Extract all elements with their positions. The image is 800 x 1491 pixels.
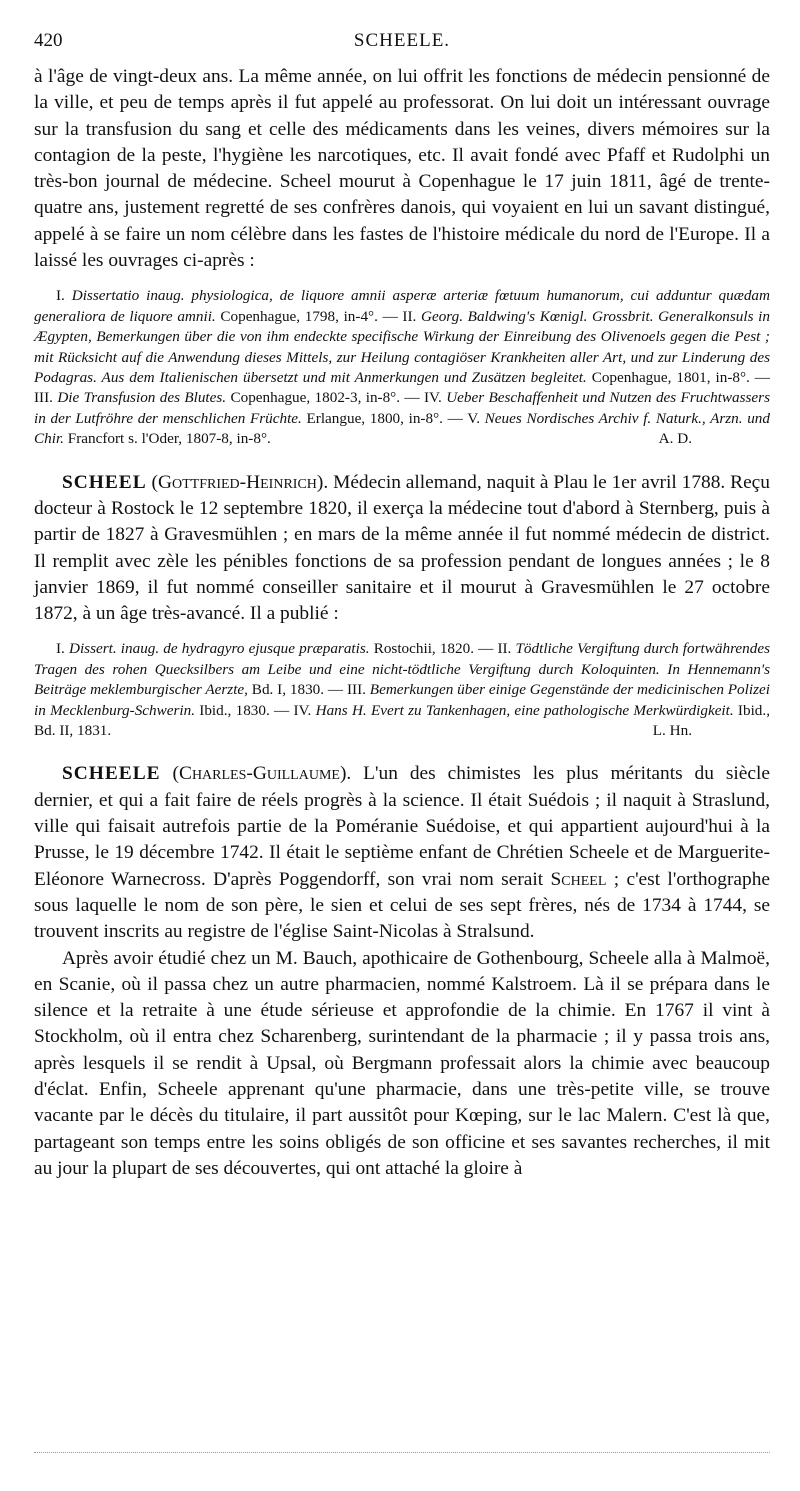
italic-title: Ueber Beschaffenheit und Nutzen des Fruchtwassers in der Lutfröhre der menschlichen Früchte. [34, 389, 770, 427]
italic-title: Tödtliche Vergiftung durch fortwährendes Tragen des rohen Quecksilbers am Leibe und eine nicht-tödtliche Vergiftung durch Koloquinten. In Hennemann's Beiträge meklemburgischer Aerzte, [34, 640, 770, 699]
entry-text: Médecin allemand, naquit à Plau le 1er avril 1788. Reçu docteur à Rostock le 12 septembre 1820, il exerça la médecine tout d'abord à Sternberg, puis à partir de 1827 à Gravesmühlen ; en mars de la même année il fut nommé médecin de district. Il remplit avec zèle les pénibles fonctions de sa profession pendant de longues années ; le 8 janvier 1869, il fut nommé conseiller sanitaire et il mourut à Gravesmühlen le 27 octobre 1872, à un âge très-avancé. Il a publié : [34, 471, 770, 625]
footer-rule [34, 1452, 770, 1453]
entry-name: SCHEEL [62, 471, 147, 493]
italic-title: Dissert. inaug. de hydragyro ejusque præparatis. [68, 640, 370, 658]
citation-text: Francfort s. l'Oder, 1807-8, in-8°. [63, 430, 271, 448]
citation-text: I. [56, 640, 69, 658]
bibliography-scheel-1 [34, 286, 770, 449]
bibliography-text [34, 287, 770, 447]
intro-paragraph: à l'âge de vingt-deux ans. La même année, on lui offrit les fonctions de médecin pensionné de la ville, et peu de temps après il fut appelé au professorat. On lui doit un intéressant ouvrage sur la transfusion du sang et celle des médicaments dans les veines, divers mémoires sur la contagion de la peste, l'hygiène les narcotiques, etc. Il avait fondé avec Pfaff et Rudolphi un très-bon journal de médecine. Scheel mourut à Copenhague le 17 juin 1811, âgé de trente-quatre ans, justement regretté de ses confrères danois, qui voyaient en lui un savant distingué, appelé à se faire un nom célèbre dans les fastes de l'histoire médicale du nord de l'Europe. Il a laissé les ouvrages ci-après : [34, 66, 770, 272]
entry-given-names: (Charles-Guillaume). [172, 763, 352, 785]
citation-text: Rostochii, 1820. — II. [369, 640, 516, 658]
italic-title: Hans H. Evert zu Tankenhagen, eine pathologische Merkwürdigkeit. [315, 701, 734, 719]
small-caps-name: Scheel [550, 868, 607, 890]
entry-scheel-gottfried [34, 470, 770, 628]
citation-text: Ibid., Bd. II, 1831. [34, 701, 770, 740]
italic-title: Neues Nordisches Archiv f. Naturk., Arzn. und Chir. [34, 409, 770, 448]
page-number: 420 [34, 30, 63, 51]
entry-given-names: (Gottfried-Heinrich). [151, 471, 329, 493]
running-head: SCHEELE. [353, 30, 451, 51]
citation-text: I. [56, 287, 72, 305]
italic-title: Georg. Baldwing's Kœnigl. Grossbrit. Generalkonsuls in Ægypten, Bemerkungen über die von ihm endeckte specifische Wirkung der Einreibung des Olivenoels gegen die Pest ; mit Rücksicht auf die Anwendung dieses Mittels, zur Heilung contagiöser Krankheiten aller Art, und zur Linderung des Podagras. Aus dem Italienischen übersetzt und mit Anmerkungen und Zusätzen begleitet. [34, 307, 770, 386]
author-signature: L. Hn. [652, 722, 692, 740]
italic-title: Die Transfusion des Blutes. [57, 389, 227, 407]
author-signature: A. D. [658, 430, 692, 448]
citation-text: Copenhague, 1802-3, in-8°. — IV. [226, 389, 447, 407]
citation-text: Copenhague, 1798, in-4°. — II. [215, 307, 421, 325]
entry-scheele-charles [34, 761, 770, 945]
page-header [34, 30, 770, 64]
entry-text-continued: ; c'est l'orthographe sous laquelle le nom de son père, le sien et celui de ses sept frères, nés de 1734 à 1744, se trouvent inscrits au registre de l'église Saint-Nicolas à Stralsund. [34, 868, 771, 943]
citation-text: Ibid., 1830. — IV. [195, 701, 316, 719]
citation-text: Bd. I, 1830. — III. [247, 681, 370, 699]
italic-title: Dissertatio inaug. physiologica, de liquore amnii asperæ arteriæ fœtuum humanorum, cui adduntur quædam generaliora de liquore amnii. [34, 287, 770, 325]
italic-title: Bemerkungen über einige Gegenstände der medicinischen Polizei in Mecklenburg-Schwerin. [34, 681, 770, 719]
bibliography-scheel-2 [34, 639, 770, 741]
citation-text: Erlangue, 1800, in-8°. — V. [301, 409, 485, 427]
citation-text: Copenhague, 1801, in-8°. — III. [34, 369, 770, 407]
entry-text: L'un des chimistes les plus méritants du siècle dernier, et qui a fait faire de réels progrès à la science. Il était Suédois ; il naquit à Straslund, ville qui faisait autrefois partie de la Poméranie Suédoise, et qui appartient aujourd'hui à la Prusse, le 19 décembre 1742. Il était le septième enfant de Chrétien Scheele et de Marguerite-Eléonore Warnecross. D'après Poggendorff, son vrai nom serait [34, 763, 771, 890]
entry-name: SCHEELE [62, 763, 161, 785]
final-paragraph: Après avoir étudié chez un M. Bauch, apothicaire de Gothenbourg, Scheele alla à Malmoë, en Scanie, où il passa chez un autre pharmacien, nommé Kalstroem. Là il se prépara dans le silence et la retraite à une étude sérieuse et approfondie de la chimie. En 1767 il vint à Stockholm, où il entra chez Scharenberg, surintendant de la pharmacie ; il y passa trois ans, après lesquels il se rendit à Upsal, où Bergmann professait alors la chimie avec beaucoup d'éclat. Enfin, Scheele apprenant qu'une pharmacie, dans une très-petite ville, se trouve vacante par le décès du titulaire, il part aussitôt pour Kœping, sur le lac Malern. C'est là que, partageant son temps entre les soins obligés de son officine et ses savantes recherches, il mit au jour la plupart de ses découvertes, qui ont attaché la gloire à [34, 947, 770, 1179]
